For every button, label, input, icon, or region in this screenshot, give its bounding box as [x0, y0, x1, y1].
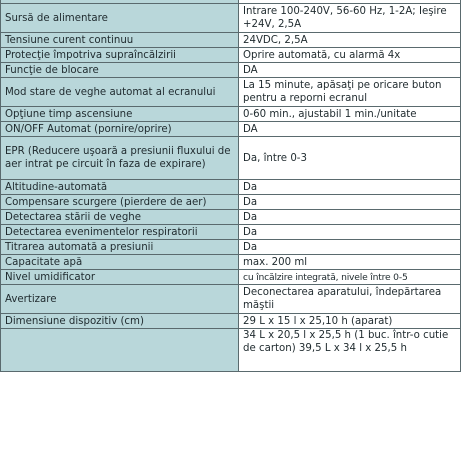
- spec-label: ON/OFF Automat (pornire/oprire): [1, 122, 239, 137]
- spec-label: Mod stare de veghe automat al ecranului: [1, 78, 239, 107]
- table-row: [1, 285, 461, 314]
- spec-value: 34 L x 20,5 l x 25,5 h (1 buc. într-o cutie de carton) 39,5 L x 34 l x 25,5 h: [239, 329, 461, 372]
- spec-label: Opţiune timp ascensiune: [1, 107, 239, 122]
- spec-value: Da: [239, 210, 461, 225]
- spec-label: EPR (Reducere uşoară a presiunii fluxului de aer intrat pe circuit în faza de expirare): [1, 137, 239, 180]
- spec-value: Deconectarea aparatului, îndepărtarea măştii: [239, 285, 461, 314]
- table-row: [1, 122, 461, 137]
- spec-value: Da: [239, 225, 461, 240]
- spec-label: Detectarea stării de veghe: [1, 210, 239, 225]
- spec-value: Da: [239, 240, 461, 255]
- spec-value: 0-60 min., ajustabil 1 min./unitate: [239, 107, 461, 122]
- spec-value: max. 200 ml: [239, 255, 461, 270]
- spec-value: 29 L x 15 l x 25,10 h (aparat): [239, 314, 461, 329]
- spec-value: DA: [239, 63, 461, 78]
- spec-value: Da: [239, 180, 461, 195]
- spec-label: Dimensiune dispozitiv (cm): [1, 314, 239, 329]
- spec-value: Da, între 0-3: [239, 137, 461, 180]
- table-row: [1, 270, 461, 285]
- spec-value: DA: [239, 122, 461, 137]
- table-row: [1, 255, 461, 270]
- spec-label: Tensiune curent continuu: [1, 33, 239, 48]
- spec-label: Funcţie de blocare: [1, 63, 239, 78]
- table-row: [1, 78, 461, 107]
- spec-label: Sursă de alimentare: [1, 4, 239, 33]
- table-row: [1, 4, 461, 33]
- spec-label: Detectarea evenimentelor respiratorii: [1, 225, 239, 240]
- spec-value: La 15 minute, apăsaţi pe oricare buton pentru a reporni ecranul: [239, 78, 461, 107]
- spec-value: Intrare 100-240V, 56-60 Hz, 1-2A; Ieşire +24V, 2,5A: [239, 4, 461, 33]
- spec-value: cu încălzire integrată, nivele între 0-5: [239, 270, 461, 285]
- spec-label: Compensare scurgere (pierdere de aer): [1, 195, 239, 210]
- table-row: [1, 107, 461, 122]
- table-row: [1, 329, 461, 372]
- spec-label: Nivel umidificator: [1, 270, 239, 285]
- spec-value: 24VDC, 2,5A: [239, 33, 461, 48]
- table-row: [1, 240, 461, 255]
- table-row: [1, 63, 461, 78]
- spec-label: Titrarea automată a presiunii: [1, 240, 239, 255]
- spec-label: Capacitate apă: [1, 255, 239, 270]
- spec-value: Da: [239, 195, 461, 210]
- table-row: [1, 195, 461, 210]
- spec-label: [1, 329, 239, 372]
- table-row: [1, 137, 461, 180]
- table-row: [1, 225, 461, 240]
- spec-label: Avertizare: [1, 285, 239, 314]
- table-row: [1, 33, 461, 48]
- table-row: [1, 180, 461, 195]
- table-row: [1, 48, 461, 63]
- spec-value: Oprire automată, cu alarmă 4x: [239, 48, 461, 63]
- table-row: [1, 314, 461, 329]
- spec-label: Altitudine-automată: [1, 180, 239, 195]
- table-row: [1, 210, 461, 225]
- spec-label: Protecţie împotriva supraîncălzirii: [1, 48, 239, 63]
